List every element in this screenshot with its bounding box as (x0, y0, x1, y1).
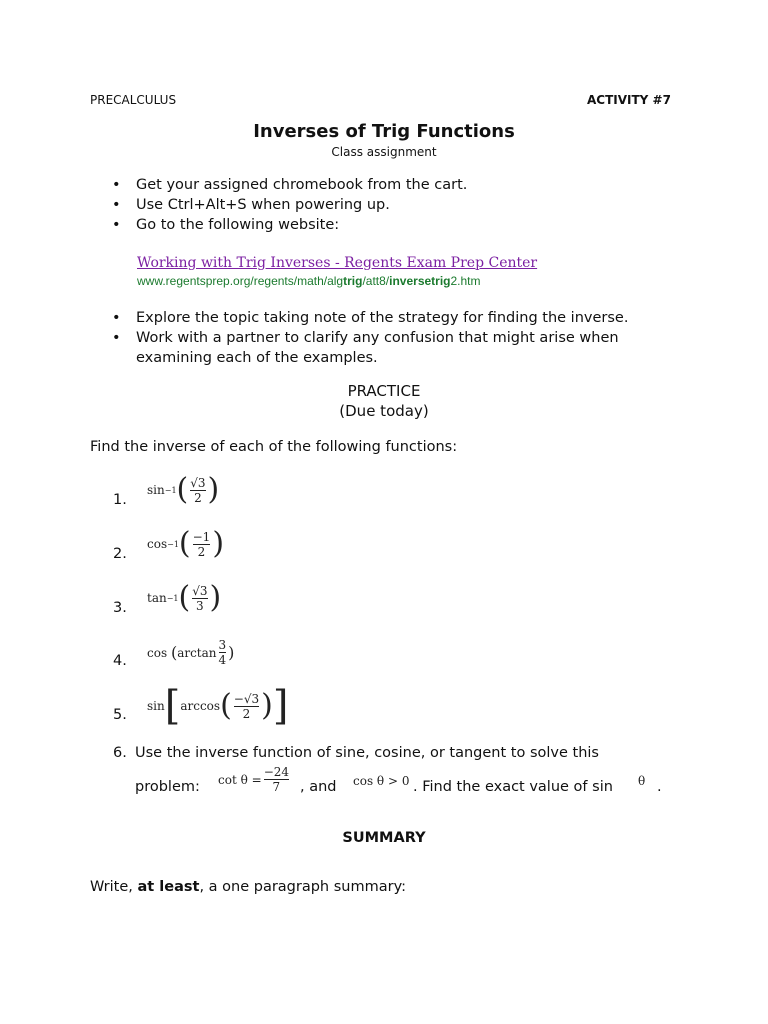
bullet-icon: • (112, 217, 121, 233)
bullet-icon: • (112, 197, 121, 213)
problem-6-text: Use the inverse function of sine, cosine, or tangent to solve this (135, 745, 599, 761)
bullet-icon: • (112, 177, 121, 193)
list-item: • Get your assigned chromebook from the cart. (112, 177, 468, 193)
due-note: (Due today) (339, 402, 429, 420)
problem-3-expr: tan −1 ( $\frac{√3}{3}$ ) (147, 580, 222, 615)
problem-4-expr: cos ( arctan $\frac{3}{4}$ ) (147, 638, 235, 667)
list-item: • Use Ctrl+Alt+S when powering up. (112, 197, 390, 213)
problem-number: 5. (113, 707, 127, 723)
summary-heading: SUMMARY (342, 830, 426, 846)
practice-heading: PRACTICE (347, 382, 421, 400)
cot-condition: cot θ = $\frac{-24}{7}$ (218, 765, 290, 794)
end-period: . (657, 779, 662, 795)
problem-number: 3. (113, 600, 127, 616)
problem-number: 6. (113, 745, 127, 761)
list-item: • Go to the following website: (112, 217, 340, 233)
problem-number: 1. (113, 492, 127, 508)
problem-number: 4. (113, 653, 127, 669)
instruction-text: Find the inverse of each of the following functions: (90, 439, 458, 455)
bullet-icon: • (112, 310, 121, 326)
problem-5-expr: sin [ arccos ( $\frac{-√3}{2}$ ) ] (147, 683, 289, 729)
instructions-list (90, 175, 690, 235)
page-title: Inverses of Trig Functions (253, 121, 515, 142)
list-item: • Explore the topic taking note of the strategy for finding the inverse. (112, 310, 629, 326)
summary-instruction: Write, at least, a one paragraph summary: (90, 879, 406, 895)
list-item: • Work with a partner to clarify any confusion that might arise when examining each of the examples. (112, 330, 619, 366)
strategy-list (90, 308, 670, 368)
bullet-icon: • (112, 330, 121, 346)
website-url[interactable]: www.regentsprep.org/regents/math/algtrig/att8/inversetrig2.htm (137, 274, 481, 288)
find-text: . Find the exact value of sin (413, 779, 613, 795)
problem-label: problem: (135, 779, 200, 795)
page-subtitle: Class assignment (331, 145, 437, 159)
problem-number: 2. (113, 546, 127, 562)
problem-2-expr: cos −1 ( $\frac{-1}{2}$ ) (147, 526, 225, 561)
theta-symbol: θ (638, 774, 646, 788)
cos-condition: cos θ > 0 (353, 774, 410, 788)
course-label: PRECALCULUS (90, 93, 177, 107)
and-text: , and (300, 779, 337, 795)
website-link[interactable]: Working with Trig Inverses - Regents Exam Prep Center (137, 255, 538, 271)
problem-1-expr: sin −1 ( $\frac{√3}{2}$ ) (147, 472, 220, 507)
activity-label: ACTIVITY #7 (587, 93, 671, 107)
